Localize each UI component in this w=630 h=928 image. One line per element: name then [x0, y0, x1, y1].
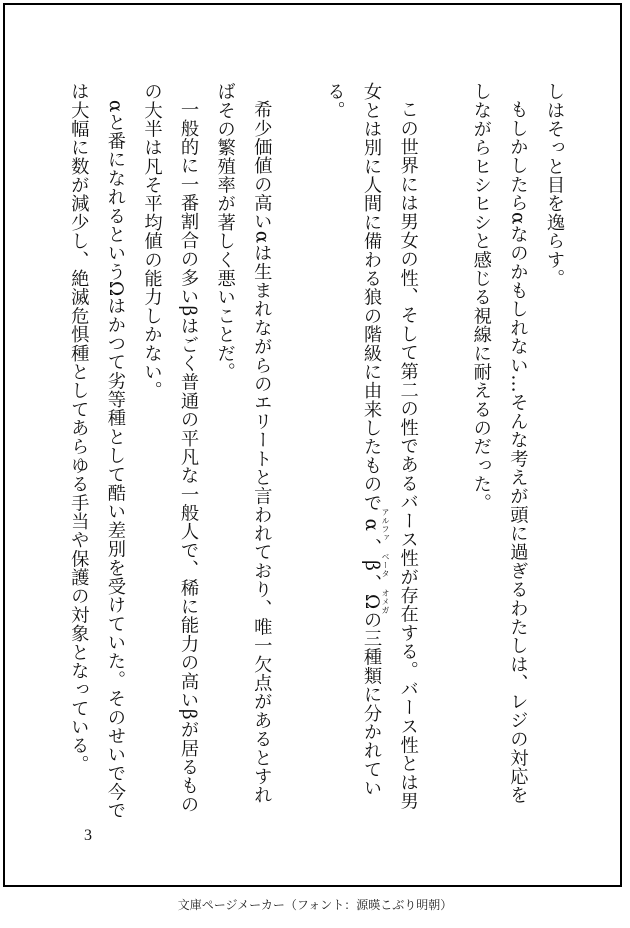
paragraph-3-tail: の三種類に分かれている。 [324, 82, 383, 798]
paragraph-2: もしかしたらαなのかもしれない…そんな考えが頭に過ぎるわたしは、レジの対応をしながらヒシヒシと感じる視線に耐えるのだった。 [470, 82, 529, 805]
paragraph-1: しはそっと目を逸らす。 [544, 82, 565, 288]
paragraph-3-text: この世界には男女の性、そして第二の性であるバース性が存在する。バース性とは男女とは別に人間に備わる狼の階級に由来したもので [361, 82, 419, 811]
ruby-omega: Ω オメガ [361, 588, 391, 615]
blank-line [279, 82, 316, 822]
paragraph-3 [316, 82, 426, 822]
footer-credit: 文庫ページメーカー（フォント：源暎こぶり明朝） [177, 898, 453, 912]
comma-1: 、 [361, 537, 383, 557]
book-page [3, 3, 622, 887]
paragraph-5: 一般的に一番割合の多いβはごく普通の平凡な一般人で、稀に能力の高いβが居るものの大半は凡そ平均値の能力しかない。 [141, 82, 200, 814]
paragraph-4: 希少価値の高いαは生まれながらのエリートと言われており、唯一欠点があるとすればその繁殖率が著しく悪いことだ。 [214, 82, 273, 805]
page-number: 3 [84, 827, 92, 844]
ruby-alpha: α アルファ [361, 507, 391, 542]
ruby-beta: β ベータ [361, 552, 391, 579]
paragraph-6: αと番になれるというΩはかつて劣等種として酷い差別を受けていた。そのせいで今では大幅に数が減少し、絶滅危惧種としてあらゆる手当や保護の対象となっている。 [68, 82, 126, 821]
blank-line [426, 82, 463, 822]
vertical-body-text [60, 82, 572, 822]
comma-2: 、 [361, 574, 383, 593]
